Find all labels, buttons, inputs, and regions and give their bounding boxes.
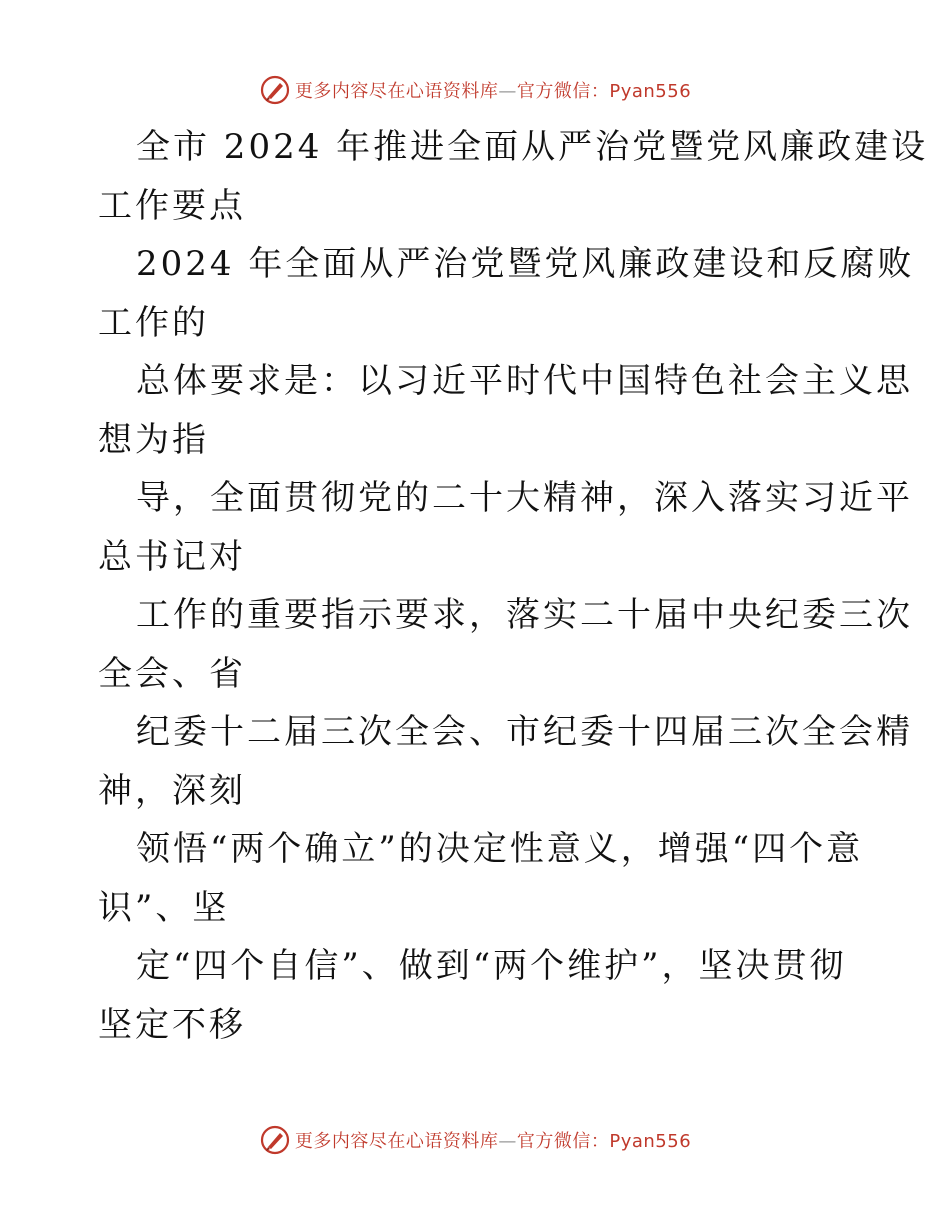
document-body — [98, 118, 929, 1054]
paragraph-line: 识”、坚 — [98, 887, 230, 928]
paragraph-line: 工作的 — [98, 302, 209, 343]
paragraph-line: 总体要求是：以习近平时代中国特色社会主义思 — [136, 361, 913, 401]
footer-watermark-banner — [0, 1120, 950, 1160]
paragraph-line: 定“四个自信”、做到“两个维护”，坚决贯彻 — [136, 946, 847, 986]
paragraph-line: 总书记对 — [98, 536, 246, 577]
paragraph-line: 工作要点 — [98, 185, 246, 226]
paragraph-line: 想为指 — [98, 419, 209, 460]
paragraph-line: 全会、省 — [98, 653, 246, 694]
paragraph-line: 纪委十二届三次全会、市纪委十四届三次全会精 — [136, 712, 913, 752]
paragraph-line: 神，深刻 — [98, 770, 246, 811]
paragraph-line: 工作的重要指示要求，落实二十届中央纪委三次 — [136, 595, 913, 635]
paragraph-line: 领悟“两个确立”的决定性意义，增强“四个意 — [136, 829, 864, 869]
pen-logo-icon — [259, 74, 291, 106]
paragraph-line: 2024 年全面从严治党暨党风廉政建设和反腐败 — [136, 244, 915, 284]
header-watermark-banner — [0, 70, 950, 110]
watermark-text: 更多内容尽在心语资料库—官方微信：Pyan556 — [294, 81, 692, 102]
pen-logo-icon — [259, 1124, 291, 1156]
paragraph-line: 导，全面贯彻党的二十大精神，深入落实习近平 — [136, 478, 913, 518]
paragraph-line: 全市 2024 年推进全面从严治党暨党风廉政建设 — [136, 127, 929, 167]
watermark-text: 更多内容尽在心语资料库—官方微信：Pyan556 — [294, 1131, 692, 1152]
paragraph-line: 坚定不移 — [98, 1004, 246, 1045]
